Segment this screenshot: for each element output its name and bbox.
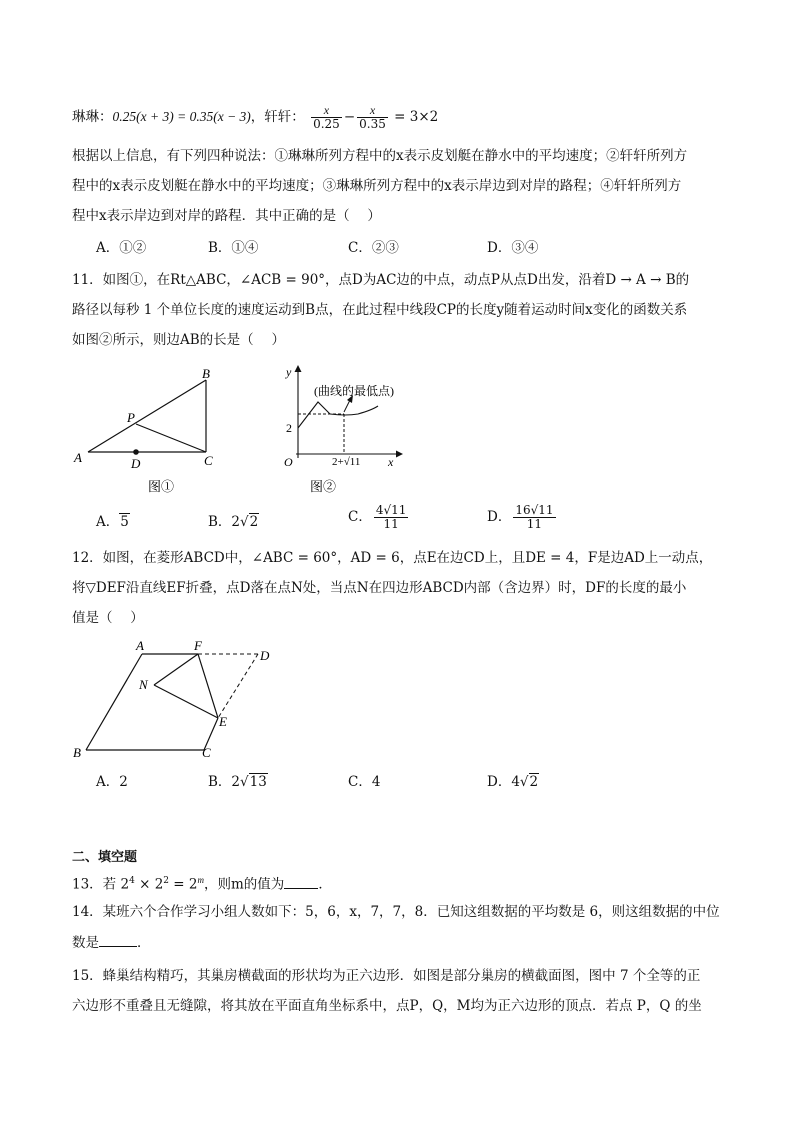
- q11-option-c: C． $\frac{4√11}{11}$: [348, 503, 407, 531]
- q13-eq: = 2: [169, 876, 198, 893]
- q10-name2: 轩轩：: [264, 109, 305, 125]
- q12-line1: 12．如图，在菱形ABCD中，∠ABC = 60°，AD = 6，点E在边CD上，且DE = 4，F是边AD上一动点，: [72, 550, 713, 566]
- q11-fig2-curve-line: [298, 402, 330, 428]
- q11-fig2-y-label: y: [286, 365, 292, 379]
- q11-fig1-caption: 图①: [148, 479, 175, 494]
- q14-answer-blank[interactable]: [99, 932, 137, 947]
- q10-rhs: = 3×2: [394, 109, 439, 125]
- q12-label-n: N: [139, 677, 148, 692]
- q11-fig2-y-tick: 2: [286, 421, 292, 435]
- q11-fig2-x-tick: 2+√11: [332, 456, 361, 468]
- q12-label-b: B: [73, 745, 81, 760]
- q12-line3: 值是（ ）: [72, 610, 144, 626]
- q14-line2: [72, 932, 151, 953]
- q12-option-d: D．4√2: [487, 774, 539, 790]
- q11-fig2-annotation: (曲线的最低点): [314, 384, 394, 398]
- q14-line2-end: ．: [137, 935, 151, 951]
- q11-fig1-side-ab: [88, 380, 206, 452]
- q10-option-a: A．①②: [96, 240, 147, 256]
- q11-fig1-label-p: P: [127, 410, 135, 425]
- q11-fig2-x-arrow: [396, 451, 403, 458]
- q11-fig1-label-a: A: [74, 450, 82, 465]
- q10-minus: −: [343, 109, 356, 125]
- q11-option-b: B．2√2: [208, 514, 259, 530]
- q11-fig2-y-arrow: [295, 365, 302, 372]
- q10-option-d: D．③④: [487, 240, 539, 256]
- section-title-fill-in: 二、填空题: [72, 850, 138, 865]
- q12-label-e: E: [219, 714, 227, 729]
- q12-option-a: A．2: [96, 774, 128, 790]
- q10-frac2-den: 0.35: [359, 117, 386, 131]
- q12-label-c: C: [202, 745, 211, 760]
- q14-line2-prefix: 数是: [72, 935, 99, 951]
- q11-fig1-segment-cp: [136, 424, 206, 452]
- q12-segment-fn: [154, 654, 198, 685]
- q12-option-c: C．4: [348, 774, 381, 790]
- q11-fig1-label-b: B: [202, 366, 210, 381]
- q12-figure: [70, 636, 280, 762]
- q12-dashed-de: [218, 654, 258, 718]
- q12-segment-fe: [198, 654, 218, 718]
- q10-option-b: B．①④: [208, 240, 259, 256]
- q11-line2: 路径以每秒 1 个单位长度的速度运动到B点，在此过程中线段CP的长度y随着运动时间x变化的函数关系: [72, 302, 688, 318]
- q11-option-a: A．5: [96, 514, 129, 530]
- q12-side-ab: [86, 654, 142, 750]
- q10-sep: ，: [250, 109, 265, 125]
- q11-fig1-label-c: C: [204, 453, 213, 468]
- q10-equations-line: [72, 104, 438, 131]
- q11-line1: 11．如图①，在Rt△ABC，∠ACB = 90°，点D为AC边的中点，动点P从点D出发，沿着D → A → B的: [72, 272, 690, 288]
- q10-option-c: C．②③: [348, 240, 399, 256]
- q12-label-d: D: [260, 648, 270, 663]
- q10-frac1-den: 0.25: [313, 117, 340, 131]
- q13-end: ．: [318, 876, 332, 893]
- q10-line4: 程中x表示岸边到对岸的路程．其中正确的是（ ）: [72, 208, 381, 224]
- q10-frac2-num: x: [357, 104, 388, 118]
- q11-fig1-label-d: D: [131, 456, 141, 471]
- q15-line2: 六边形不重叠且无缝隙，将其放在平面直角坐标系中，点P，Q，M均为正六边形的顶点．若点 P，Q 的坐: [72, 998, 702, 1014]
- q10-name1: 琳琳：: [72, 109, 113, 125]
- q10-frac1-num: x: [311, 104, 342, 118]
- q13-exp3: m: [197, 875, 204, 885]
- q12-label-f: F: [194, 638, 202, 653]
- q13-exp2: 2: [163, 876, 170, 886]
- q10-frac2: [357, 104, 388, 131]
- q11-fig2-curve: [330, 406, 378, 415]
- q13-exp1: 4: [129, 876, 135, 886]
- q13-suffix: ，则m的值为: [204, 876, 285, 893]
- q10-eq1: 0.25(x + 3) = 0.35(x − 3): [112, 109, 251, 124]
- q11-fig2-caption: 图②: [310, 479, 337, 494]
- q13-line: [72, 870, 332, 895]
- q10-frac1: [311, 104, 342, 131]
- q10-line3: 程中的x表示皮划艇在静水中的平均速度；③琳琳所列方程中的x表示岸边到对岸的路程；④轩轩所列方: [72, 178, 682, 194]
- q13-prefix: 13．若 2: [72, 876, 130, 893]
- q11-fig2-x-label: x: [388, 455, 394, 469]
- q14-line1: 14．某班六个合作学习小组人数如下：5，6，x，7，7，8．已知这组数据的平均数是 6，则这组数据的中位: [72, 904, 720, 920]
- q11-line3: 如图②所示，则边AB的长是（ ）: [72, 332, 285, 348]
- q11-fig2-pointer: [344, 400, 350, 412]
- q11-fig1-point-d: [133, 449, 139, 455]
- q12-label-a: A: [136, 638, 144, 653]
- q12-line2: 将▽DEF沿直线EF折叠，点D落在点N处，当点N在四边形ABCD内部（含边界）时，DF的长度的最小: [72, 580, 687, 596]
- q12-segment-ne: [154, 685, 218, 718]
- q13-mid: × 2: [134, 876, 164, 893]
- q11-figure1: [70, 362, 240, 502]
- q11-figure2: [278, 362, 408, 502]
- q15-line1: 15．蜂巢结构精巧，其巢房横截面的形状均为正六边形．如图是部分巢房的横截面图，图中 7 个全等的正: [72, 968, 701, 984]
- q11-option-d: D． $\frac{16√11}{11}$: [487, 503, 554, 531]
- q11-fig2-origin: O: [284, 455, 293, 469]
- q10-line2: 根据以上信息，有下列四种说法：①琳琳所列方程中的x表示皮划艇在静水中的平均速度；②轩轩所列方: [72, 148, 688, 164]
- q12-option-b: B．2√13: [208, 774, 267, 790]
- q13-answer-blank[interactable]: [284, 874, 318, 889]
